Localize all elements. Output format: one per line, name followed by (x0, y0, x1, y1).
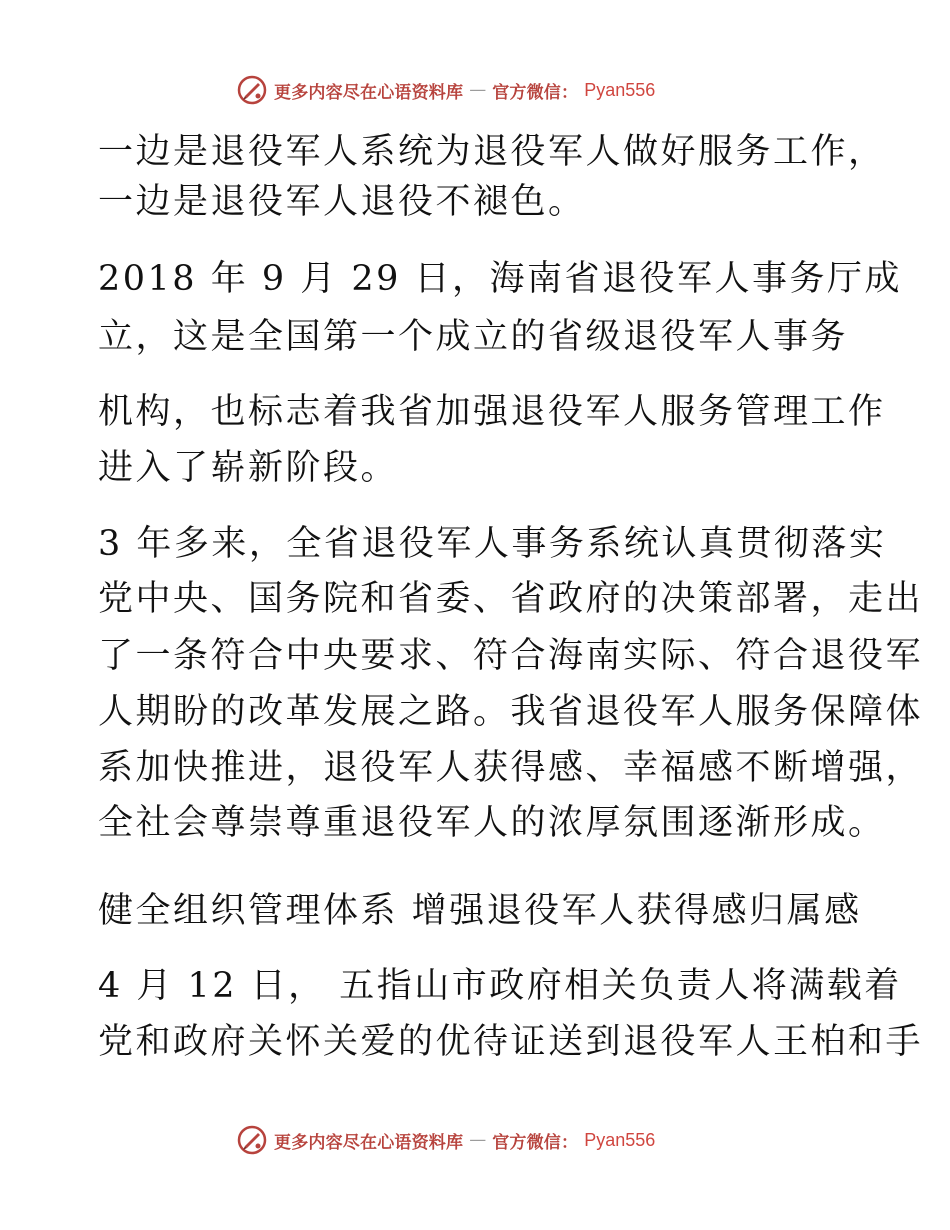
text-line: 2018 年 9 月 29 日，海南省退役军人事务厅成 (98, 259, 903, 299)
quill-seal-icon (236, 1124, 268, 1156)
text-line: 党中央、国务院和省委、省政府的决策部署，走出 (98, 579, 924, 619)
section-heading: 健全组织管理体系 增强退役军人获得感归属感 (98, 891, 862, 931)
watermark-separator: — (469, 1130, 487, 1150)
text-line: 系加快推进，退役军人获得感、幸福感不断增强， (98, 748, 924, 788)
text-line: 机构，也标志着我省加强退役军人服务管理工作 (98, 392, 886, 432)
watermark-text: 更多内容尽在心语资料库 (274, 82, 464, 103)
text-line: 3 年多来，全省退役军人事务系统认真贯彻落实 (98, 524, 887, 564)
watermark-header (236, 70, 655, 110)
watermark-label: 官方微信： (492, 82, 579, 103)
watermark-wechat-id: Pyan556 (584, 79, 656, 100)
text-line: 人期盼的改革发展之路。我省退役军人服务保障体 (98, 692, 924, 732)
watermark-footer (236, 1120, 655, 1160)
text-line: 党和政府关怀关爱的优待证送到退役军人王柏和手 (98, 1022, 924, 1062)
quill-seal-icon (236, 74, 268, 106)
text-line: 进入了崭新阶段。 (98, 448, 399, 488)
text-line: 立，这是全国第一个成立的省级退役军人事务 (98, 317, 849, 357)
text-line: 了一条符合中央要求、符合海南实际、符合退役军 (98, 636, 924, 676)
text-line: 一边是退役军人退役不褪色。 (98, 182, 586, 222)
watermark-wechat-id: Pyan556 (584, 1129, 656, 1150)
text-line: 一边是退役军人系统为退役军人做好服务工作， (98, 132, 886, 172)
watermark-text: 更多内容尽在心语资料库 (274, 1132, 464, 1153)
text-line: 全社会尊崇尊重退役军人的浓厚氛围逐渐形成。 (98, 803, 886, 843)
watermark-separator: — (469, 80, 487, 100)
watermark-label: 官方微信： (492, 1132, 579, 1153)
text-line: 4 月 12 日， 五指山市政府相关负责人将满载着 (98, 966, 902, 1006)
